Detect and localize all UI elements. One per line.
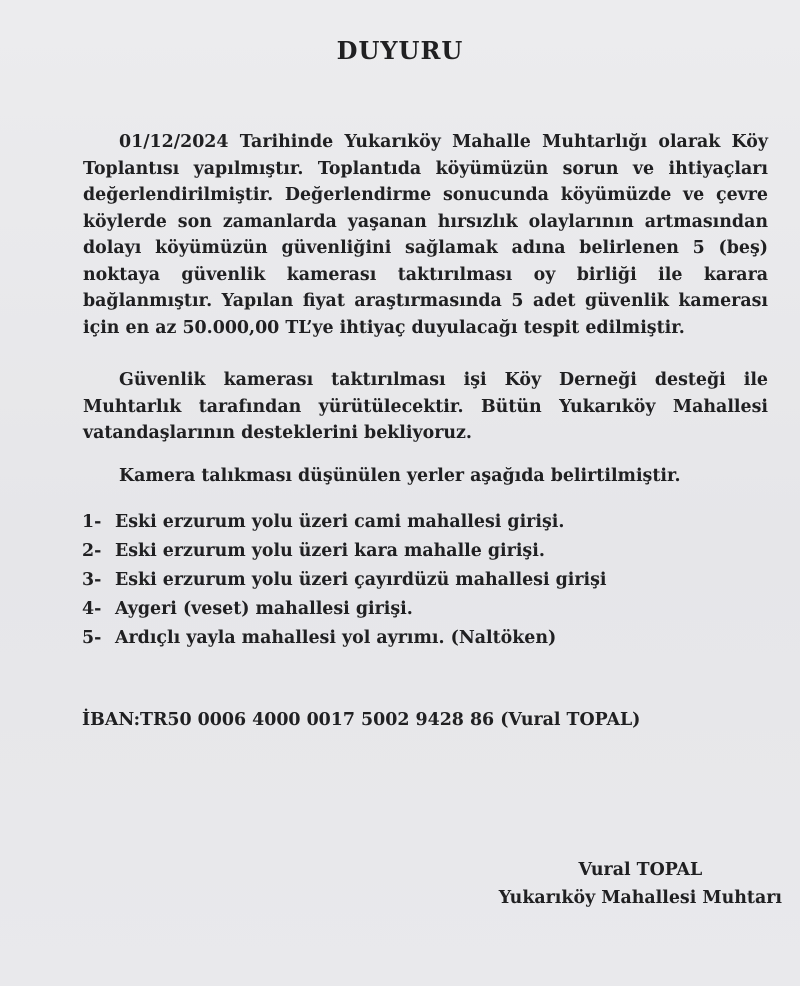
signature-block: [499, 856, 782, 912]
list-item-number: 2-: [82, 541, 102, 561]
list-item-text: Eski erzurum yolu üzeri cami mahallesi girişi.: [115, 512, 565, 532]
list-item: [82, 624, 607, 653]
paragraph-support-text: Güvenlik kamerası taktırılması işi Köy Derneği desteği ile Muhtarlık tarafından yürütülecektir. Bütün Yukarıköy Mahallesi vatandaşlarının desteklerini bekliyoruz.: [83, 370, 768, 443]
list-item: [82, 595, 607, 624]
list-item-text: Eski erzurum yolu üzeri çayırdüzü mahallesi girişi: [115, 570, 607, 590]
list-item: [82, 566, 607, 595]
list-item: [82, 537, 607, 566]
list-item-number: 4-: [82, 599, 102, 619]
paragraph-meeting: [83, 129, 768, 341]
list-intro: Kamera talıkması düşünülen yerler aşağıda belirtilmiştir.: [119, 466, 681, 486]
list-item: [82, 508, 607, 537]
iban-line: İBAN:TR50 0006 4000 0017 5002 9428 86 (Vural TOPAL): [82, 710, 641, 730]
list-item-text: Eski erzurum yolu üzeri kara mahalle girişi.: [115, 541, 545, 561]
camera-locations-list: [82, 508, 607, 653]
list-item-number: 1-: [82, 512, 102, 532]
paragraph-support: [83, 367, 768, 447]
paragraph-meeting-text: 01/12/2024 Tarihinde Yukarıköy Mahalle Muhtarlığı olarak Köy Toplantısı yapılmıştır. Toplantıda köyümüzün sorun ve ihtiyaçları değerlendirilmiştir. Değerlendirme sonucunda köyümüzde ve çevre köylerde son zamanlarda yaşanan hırsızlık olaylarının artmasından dolayı köyümüzün güvenliğini sağlamak adına belirlenen 5 (beş) noktaya güvenlik kamerası taktırılması oy birliği ile karara bağlanmıştır. Yapılan fiyat araştırmasında 5 adet güvenlik kamerası için en az 50.000,00 TL’ye ihtiyaç duyulacağı tespit edilmiştir.: [83, 132, 768, 338]
list-item-number: 5-: [82, 628, 102, 648]
signature-title: Yukarıköy Mahallesi Muhtarı: [498, 888, 782, 908]
list-item-number: 3-: [82, 570, 102, 590]
document-title: DUYURU: [336, 36, 464, 65]
list-item-text: Ardıçlı yayla mahallesi yol ayrımı. (Naltöken): [115, 628, 557, 648]
signature-name: Vural TOPAL: [578, 860, 703, 880]
list-item-text: Aygeri (veset) mahallesi girişi.: [115, 599, 413, 619]
